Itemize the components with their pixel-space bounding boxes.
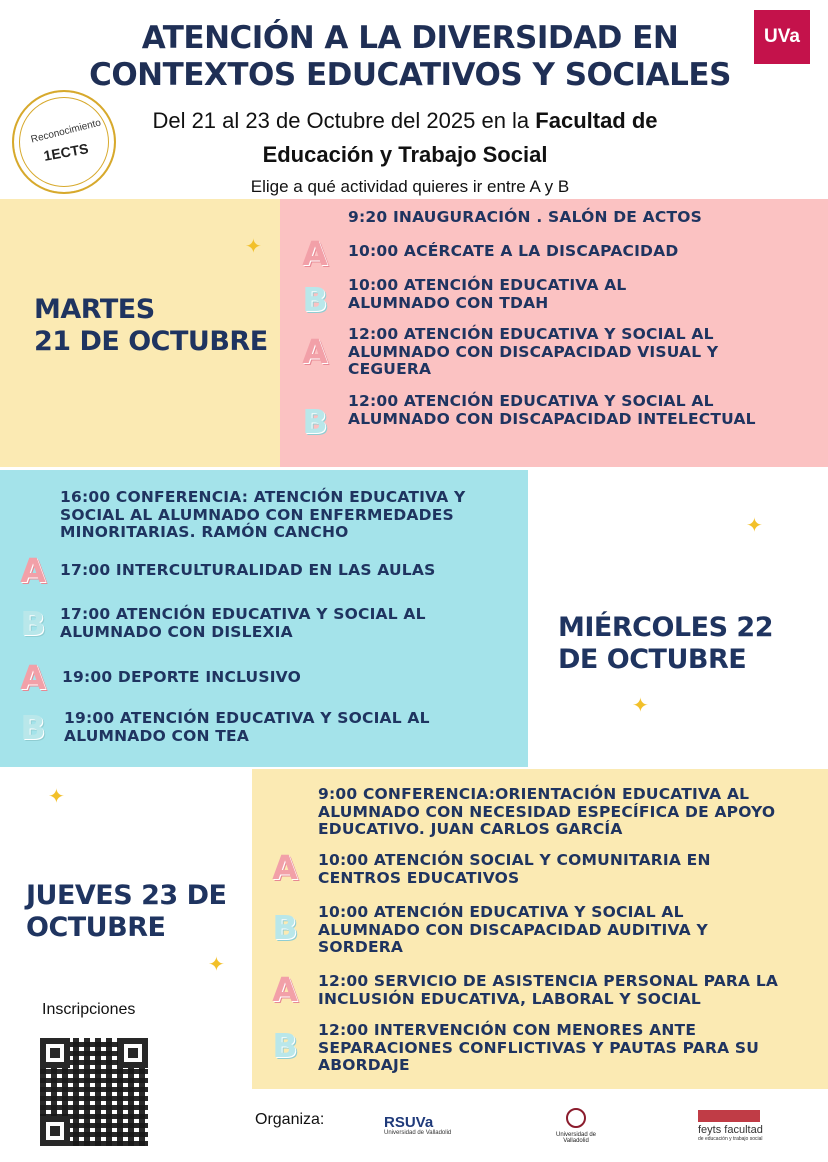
subtitle-text: Del 21 al 23 de Octubre del 2025 en la <box>152 108 536 133</box>
subtitle-faculty-1: Facultad de <box>535 108 658 133</box>
university-logo <box>548 1108 604 1144</box>
day-label-tuesday <box>34 294 268 358</box>
option-a-badge: A <box>20 551 46 590</box>
rsuva-logo-sub: Universidad de Valladolid <box>384 1130 452 1136</box>
title-line-1: ATENCIÓN A LA DIVERSIDAD EN <box>141 20 679 56</box>
organizer-label: Organiza: <box>255 1111 325 1128</box>
option-b-badge: B <box>272 1026 298 1065</box>
uva-logo: UVa <box>754 10 810 64</box>
option-a-badge: A <box>272 970 298 1009</box>
option-a-badge: A <box>302 332 328 371</box>
day-label-line: JUEVES 23 DE <box>26 880 227 911</box>
option-a-badge: A <box>302 234 328 273</box>
schedule-item: 19:00 ATENCIÓN EDUCATIVA Y SOCIAL AL ALUMNADO CON TEA <box>64 709 430 745</box>
schedule-item: 12:00 INTERVENCIÓN CON MENORES ANTE SEPARACIONES CONFLICTIVAS Y PAUTAS PARA SU ABORDAJE <box>318 1021 760 1074</box>
day-label-thursday <box>26 880 226 944</box>
registration-qr-code[interactable] <box>40 1038 148 1146</box>
sparkle-icon: ✦ <box>632 693 649 717</box>
stamp-credits: 1ECTS <box>42 140 90 164</box>
schedule-item: 9:00 CONFERENCIA:ORIENTACIÓN EDUCATIVA AL ALUMNADO CON NECESIDAD ESPECÍFICA DE APOYO EDUCATIVO. JUAN CARLOS GARCÍA <box>318 785 776 838</box>
option-a-badge: A <box>20 658 46 697</box>
qr-finder <box>40 1038 70 1068</box>
day-label-wednesday <box>558 612 773 676</box>
feyts-logo-mark <box>698 1110 760 1122</box>
sparkle-icon: ✦ <box>48 784 65 808</box>
rsuva-logo-text: RSUVa <box>384 1114 434 1131</box>
schedule-item: 17:00 INTERCULTURALIDAD EN LAS AULAS <box>60 561 436 579</box>
university-seal-icon <box>566 1108 586 1128</box>
event-dates <box>115 104 695 172</box>
schedule-item: 9:20 INAUGURACIÓN . SALÓN DE ACTOS <box>348 208 702 226</box>
stamp-label: Reconocimiento <box>29 117 103 146</box>
day-label-line: MARTES <box>34 294 155 325</box>
university-logo-text: Universidad de Valladolid <box>555 1132 597 1144</box>
qr-finder <box>118 1038 148 1068</box>
option-a-badge: A <box>272 848 298 887</box>
registrations-label: Inscripciones <box>42 1001 136 1018</box>
feyts-logo-text: feyts facultad <box>698 1124 763 1136</box>
sparkle-icon: ✦ <box>208 952 225 976</box>
schedule-item: 17:00 ATENCIÓN EDUCATIVA Y SOCIAL AL ALUMNADO CON DISLEXIA <box>60 605 426 641</box>
schedule-item: 12:00 SERVICIO DE ASISTENCIA PERSONAL PARA LA INCLUSIÓN EDUCATIVA, LABORAL Y SOCIAL <box>318 972 779 1008</box>
option-b-badge: B <box>20 604 46 643</box>
option-b-badge: B <box>302 280 328 319</box>
schedule-item: 10:00 ATENCIÓN EDUCATIVA AL ALUMNADO CON TDAH <box>348 276 627 312</box>
schedule-item: 19:00 DEPORTE INCLUSIVO <box>62 668 301 686</box>
schedule-item: 10:00 ATENCIÓN EDUCATIVA Y SOCIAL AL ALUMNADO CON DISCAPACIDAD AUDITIVA Y SORDERA <box>318 903 708 956</box>
option-b-badge: B <box>302 402 328 441</box>
schedule-item: 10:00 ATENCIÓN SOCIAL Y COMUNITARIA EN CENTROS EDUCATIVOS <box>318 851 711 887</box>
ects-stamp <box>12 90 116 194</box>
schedule-item: 10:00 ACÉRCATE A LA DISCAPACIDAD <box>348 242 679 260</box>
schedule-item: 16:00 CONFERENCIA: ATENCIÓN EDUCATIVA Y SOCIAL AL ALUMNADO CON ENFERMEDADES MINORITARIAS. RAMÓN CANCHO <box>60 488 466 541</box>
qr-finder <box>40 1116 70 1146</box>
option-b-badge: B <box>272 908 298 947</box>
sparkle-icon: ✦ <box>245 234 262 258</box>
day-label-line: OCTUBRE <box>26 912 166 943</box>
title-line-2: CONTEXTOS EDUCATIVOS Y SOCIALES <box>89 57 731 93</box>
day-label-line: DE OCTUBRE <box>558 644 747 675</box>
schedule-item: 12:00 ATENCIÓN EDUCATIVA Y SOCIAL AL ALUMNADO CON DISCAPACIDAD INTELECTUAL <box>348 392 756 428</box>
rsuva-logo <box>384 1114 451 1136</box>
day-label-line: 21 DE OCTUBRE <box>34 326 268 357</box>
day-label-line: MIÉRCOLES 22 <box>558 612 773 643</box>
sparkle-icon: ✦ <box>746 513 763 537</box>
subtitle-faculty-2: Educación y Trabajo Social <box>262 142 548 167</box>
choose-instruction: Elige a qué actividad quieres ir entre A y B <box>250 177 570 196</box>
schedule-item: 12:00 ATENCIÓN EDUCATIVA Y SOCIAL AL ALUMNADO CON DISCAPACIDAD VISUAL Y CEGUERA <box>348 325 719 378</box>
feyts-logo <box>698 1110 763 1142</box>
feyts-logo-sub: de educación y trabajo social <box>698 1136 763 1142</box>
option-b-badge: B <box>20 708 46 747</box>
